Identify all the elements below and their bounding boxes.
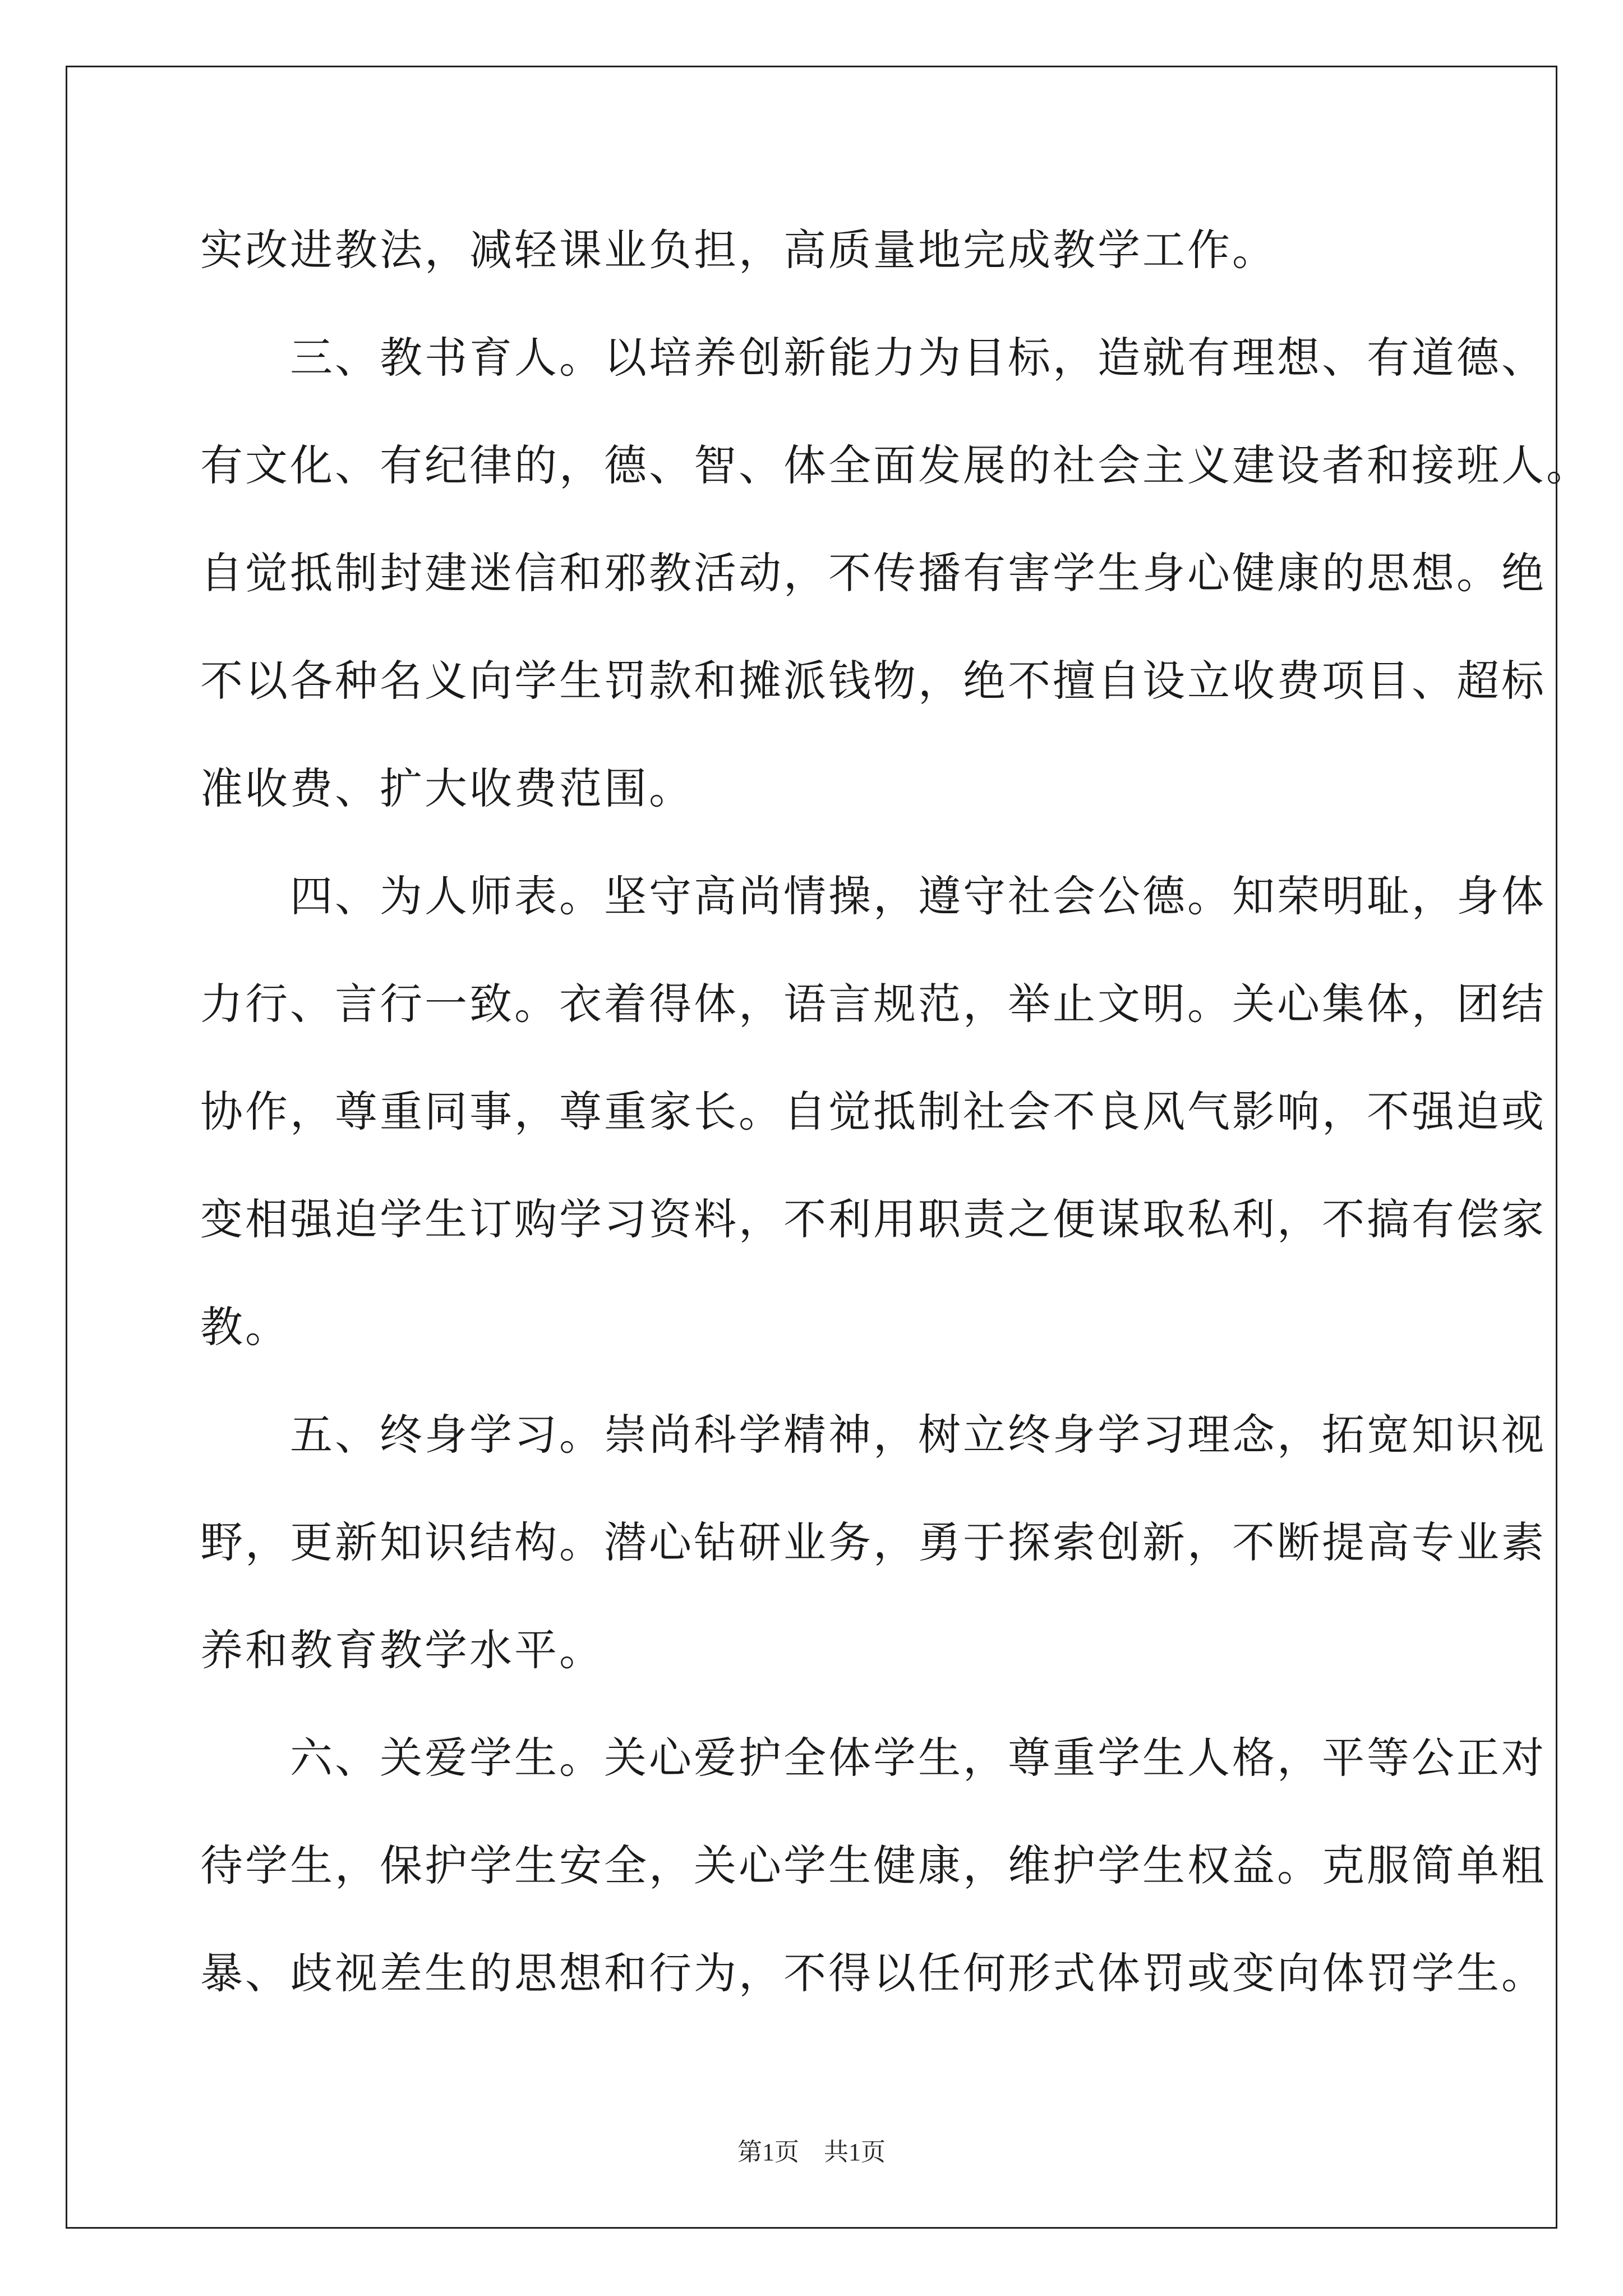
- page-number-footer: 第1页 共1页: [737, 2138, 886, 2166]
- text-line: 教。: [200, 1302, 290, 1352]
- page-border: [66, 66, 1557, 2229]
- text-line: 五、终身学习。崇尚科学精神，树立终身学习理念，拓宽知识视: [200, 1410, 1546, 1460]
- text-line: 待学生，保护学生安全，关心学生健康，维护学生权益。克服简单粗: [200, 1841, 1546, 1890]
- text-line: 六、关爱学生。关心爱护全体学生，尊重学生人格，平等公正对: [200, 1733, 1546, 1783]
- text-line: 四、为人师表。坚守高尚情操，遵守社会公德。知荣明耻，身体: [200, 871, 1546, 921]
- text-line: 野，更新知识结构。潜心钻研业务，勇于探索创新，不断提高专业素: [200, 1517, 1546, 1567]
- text-line: 协作，尊重同事，尊重家长。自觉抵制社会不良风气影响，不强迫或: [200, 1087, 1546, 1137]
- text-line: 变相强迫学生订购学习资料，不利用职责之便谋取私利，不搞有偿家: [200, 1194, 1546, 1244]
- text-line: 准收费、扩大收费范围。: [200, 763, 694, 813]
- text-line: 三、教书育人。以培养创新能力为目标，造就有理想、有道德、: [200, 333, 1546, 383]
- text-line: 力行、言行一致。衣着得体，语言规范，举止文明。关心集体，团结: [200, 979, 1546, 1029]
- text-line: 自觉抵制封建迷信和邪教活动，不传播有害学生身心健康的思想。绝: [200, 548, 1546, 598]
- text-line: 实改进教法，减轻课业负担，高质量地完成教学工作。: [200, 225, 1277, 275]
- text-line: 不以各种名义向学生罚款和摊派钱物，绝不擅自设立收费项目、超标: [200, 656, 1546, 706]
- text-line: 养和教育教学水平。: [200, 1625, 604, 1675]
- text-line: 有文化、有纪律的，德、智、体全面发展的社会主义建设者和接班人。: [200, 440, 1591, 490]
- text-line: 暴、歧视差生的思想和行为，不得以任何形式体罚或变向体罚学生。: [200, 1948, 1546, 1998]
